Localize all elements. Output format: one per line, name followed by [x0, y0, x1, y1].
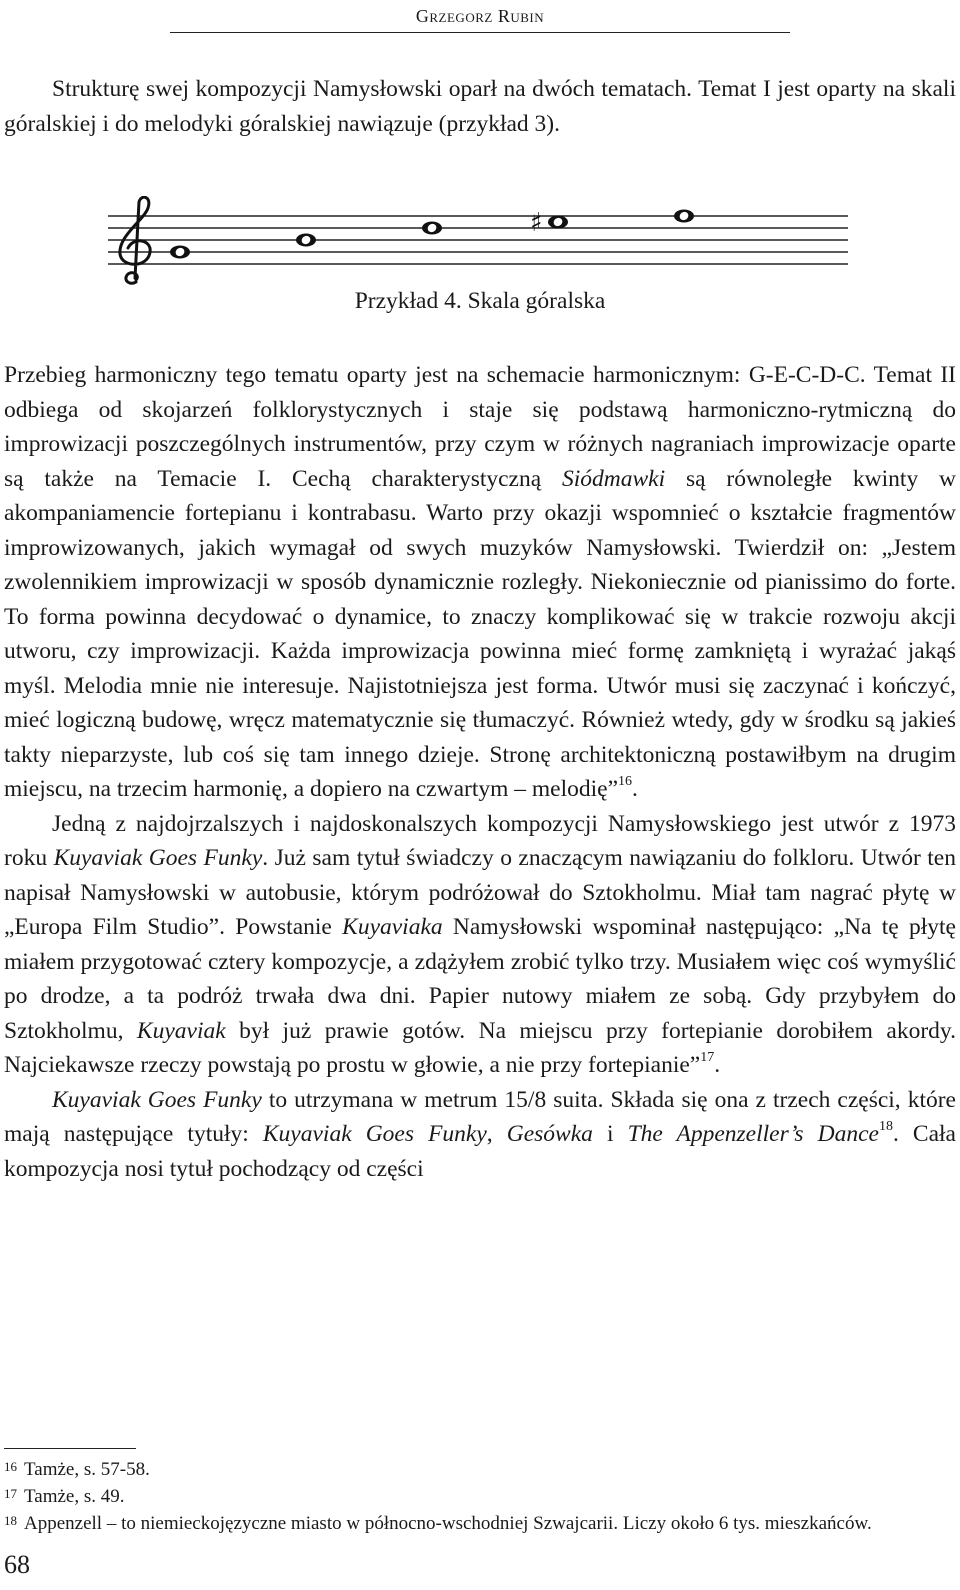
footnote-number: 18	[4, 1513, 17, 1528]
footnote-16	[4, 1456, 954, 1483]
sharp-icon: ♯	[530, 208, 543, 238]
intro-paragraph-block	[4, 72, 956, 141]
whole-note	[422, 222, 442, 235]
running-header-author: Grzegorz Rubin	[415, 6, 545, 26]
italic-title: Gesówka	[506, 1121, 593, 1147]
footnotes	[4, 1456, 954, 1537]
running-header	[170, 0, 790, 34]
paragraph-1: Przebieg harmoniczny tego tematu oparty jest na schemacie harmonicznym: G-E-C-D-C. Temat II odbiega od skojarzeń folklorystycznych i staje się podstawą harmoniczno-rytmiczną do improwizacji poszczególnych instrumentów, przy czym w różnych nagraniach improwizacje oparte są także na Temacie I. Cechą charakterystyczną Siódmawki są równoległe kwinty w akompaniamencie fortepianu i kontrabasu. Warto przy okazji wspomnieć o kształcie fragmentów improwizowanych, jakich wymagał od swych muzyków Namysłowski. Twierdził on: „Jestem zwolennikiem improwizacji w sposób dynamicznie rozległy. Niekoniecznie od pianissimo do forte. To forma powinna decydować o dynamice, to znaczy komplikować się w trakcie rozwoju akcji utworu, czy improwizacji. Każda improwizacja powinna mieć formę zamkniętą i wyrażać jakąś myśl. Melodia mnie nie interesuje. Najistotniejsza jest forma. Utwór musi się zaczynać i kończyć, mieć logiczną budowę, wręcz matematycznie się tłumaczyć. Również wtedy, gdy w środku są jakieś takty nieparzyste, lub coś się tam innego dzieje. Stronę architektoniczną postawiłbym na drugim miejscu, na trzecim harmonię, a dopiero na czwartym – melodię”$^{16}$.	[4, 362, 957, 802]
footnote-18	[4, 1510, 954, 1537]
main-text	[4, 358, 956, 1186]
staff-lines	[108, 216, 848, 264]
footnote-ref: 16	[618, 774, 633, 790]
italic-title: Kuyaviak Goes Funky	[53, 845, 263, 871]
italic-title: Siódmawki	[562, 465, 666, 492]
footnote-text: Tamże, s. 57-58.	[24, 1459, 150, 1480]
footnote-number: 16	[4, 1459, 17, 1474]
footnote-17	[4, 1483, 954, 1510]
footnote-number: 17	[4, 1486, 17, 1501]
whole-note	[674, 210, 694, 223]
footnote-text: Appenzell – to niemieckojęzyczne miasto w północno-wschodniej Szwajcarii. Liczy około 6 tys. mieszkańców.	[24, 1513, 872, 1534]
footnote-rule	[4, 1448, 136, 1449]
header-rule	[170, 32, 790, 33]
italic-title: Kuyaviak	[136, 1017, 226, 1044]
whole-note	[296, 234, 316, 247]
italic-title: Kuyaviak Goes Funky	[262, 1121, 487, 1147]
italic-title: The Appenzeller’s Dance	[627, 1121, 879, 1147]
paragraph-3: Kuyaviak Goes Funky to utrzymana w metrum 15/8 suita. Składa się ona z trzech części, które mają następujące tytuły: Kuyaviak Goes Funky, Gesówka i The Appenzeller’s Dance$^{18}$. Cała kompozycja nosi tytuł pochodzący od części	[4, 1086, 956, 1182]
paragraph-2: Jedną z najdojrzalszych i najdoskonalszych kompozycji Namysłowskiego jest utwór z 1973 roku Kuyaviak Goes Funky. Już sam tytuł świadczy o znaczącym nawiązaniu do folkloru. Utwór ten napisał Namysłowski w autobusie, którym podróżował do Sztokholmu. Miał tam nagrać płytę w „Europa Film Studio”. Powstanie Kuyaviaka Namysłowski wspominał następująco: „Na tę płytę miałem przygotować cztery kompozycje, a zdążyłem zrobić tylko trzy. Musiałem więc coś wymyślić po drodze, a ta podróż trwała dwa dni. Papier nutowy miałem ze sobą. Gdy przybyłem do Sztokholmu, Kuyaviak był już prawie gotów. Na miejscu przy fortepianie dorobiłem akordy. Najciekawsze rzeczy powstają po prostu w głowie, a nie przy fortepianie”$^{17}$.	[4, 810, 956, 1078]
music-example-staff	[108, 196, 848, 286]
footnote-ref: 17	[700, 1050, 715, 1066]
whole-note	[530, 208, 568, 238]
footnote-text: Tamże, s. 49.	[24, 1486, 125, 1507]
page-number: 68	[4, 1550, 30, 1579]
intro-paragraph: Strukturę swej kompozycji Namysłowski oparł na dwóch tematach. Temat I jest oparty na skali góralskiej i do melodyki góralskiej nawiązuje (przykład 3).	[4, 76, 956, 137]
whole-note	[170, 246, 190, 259]
italic-title: Kuyaviak Goes Funky	[52, 1086, 262, 1113]
italic-title: Kuyaviaka	[342, 914, 443, 940]
example-caption: Przykład 4. Skala góralska	[354, 288, 606, 314]
footnote-ref: 18	[878, 1119, 893, 1135]
